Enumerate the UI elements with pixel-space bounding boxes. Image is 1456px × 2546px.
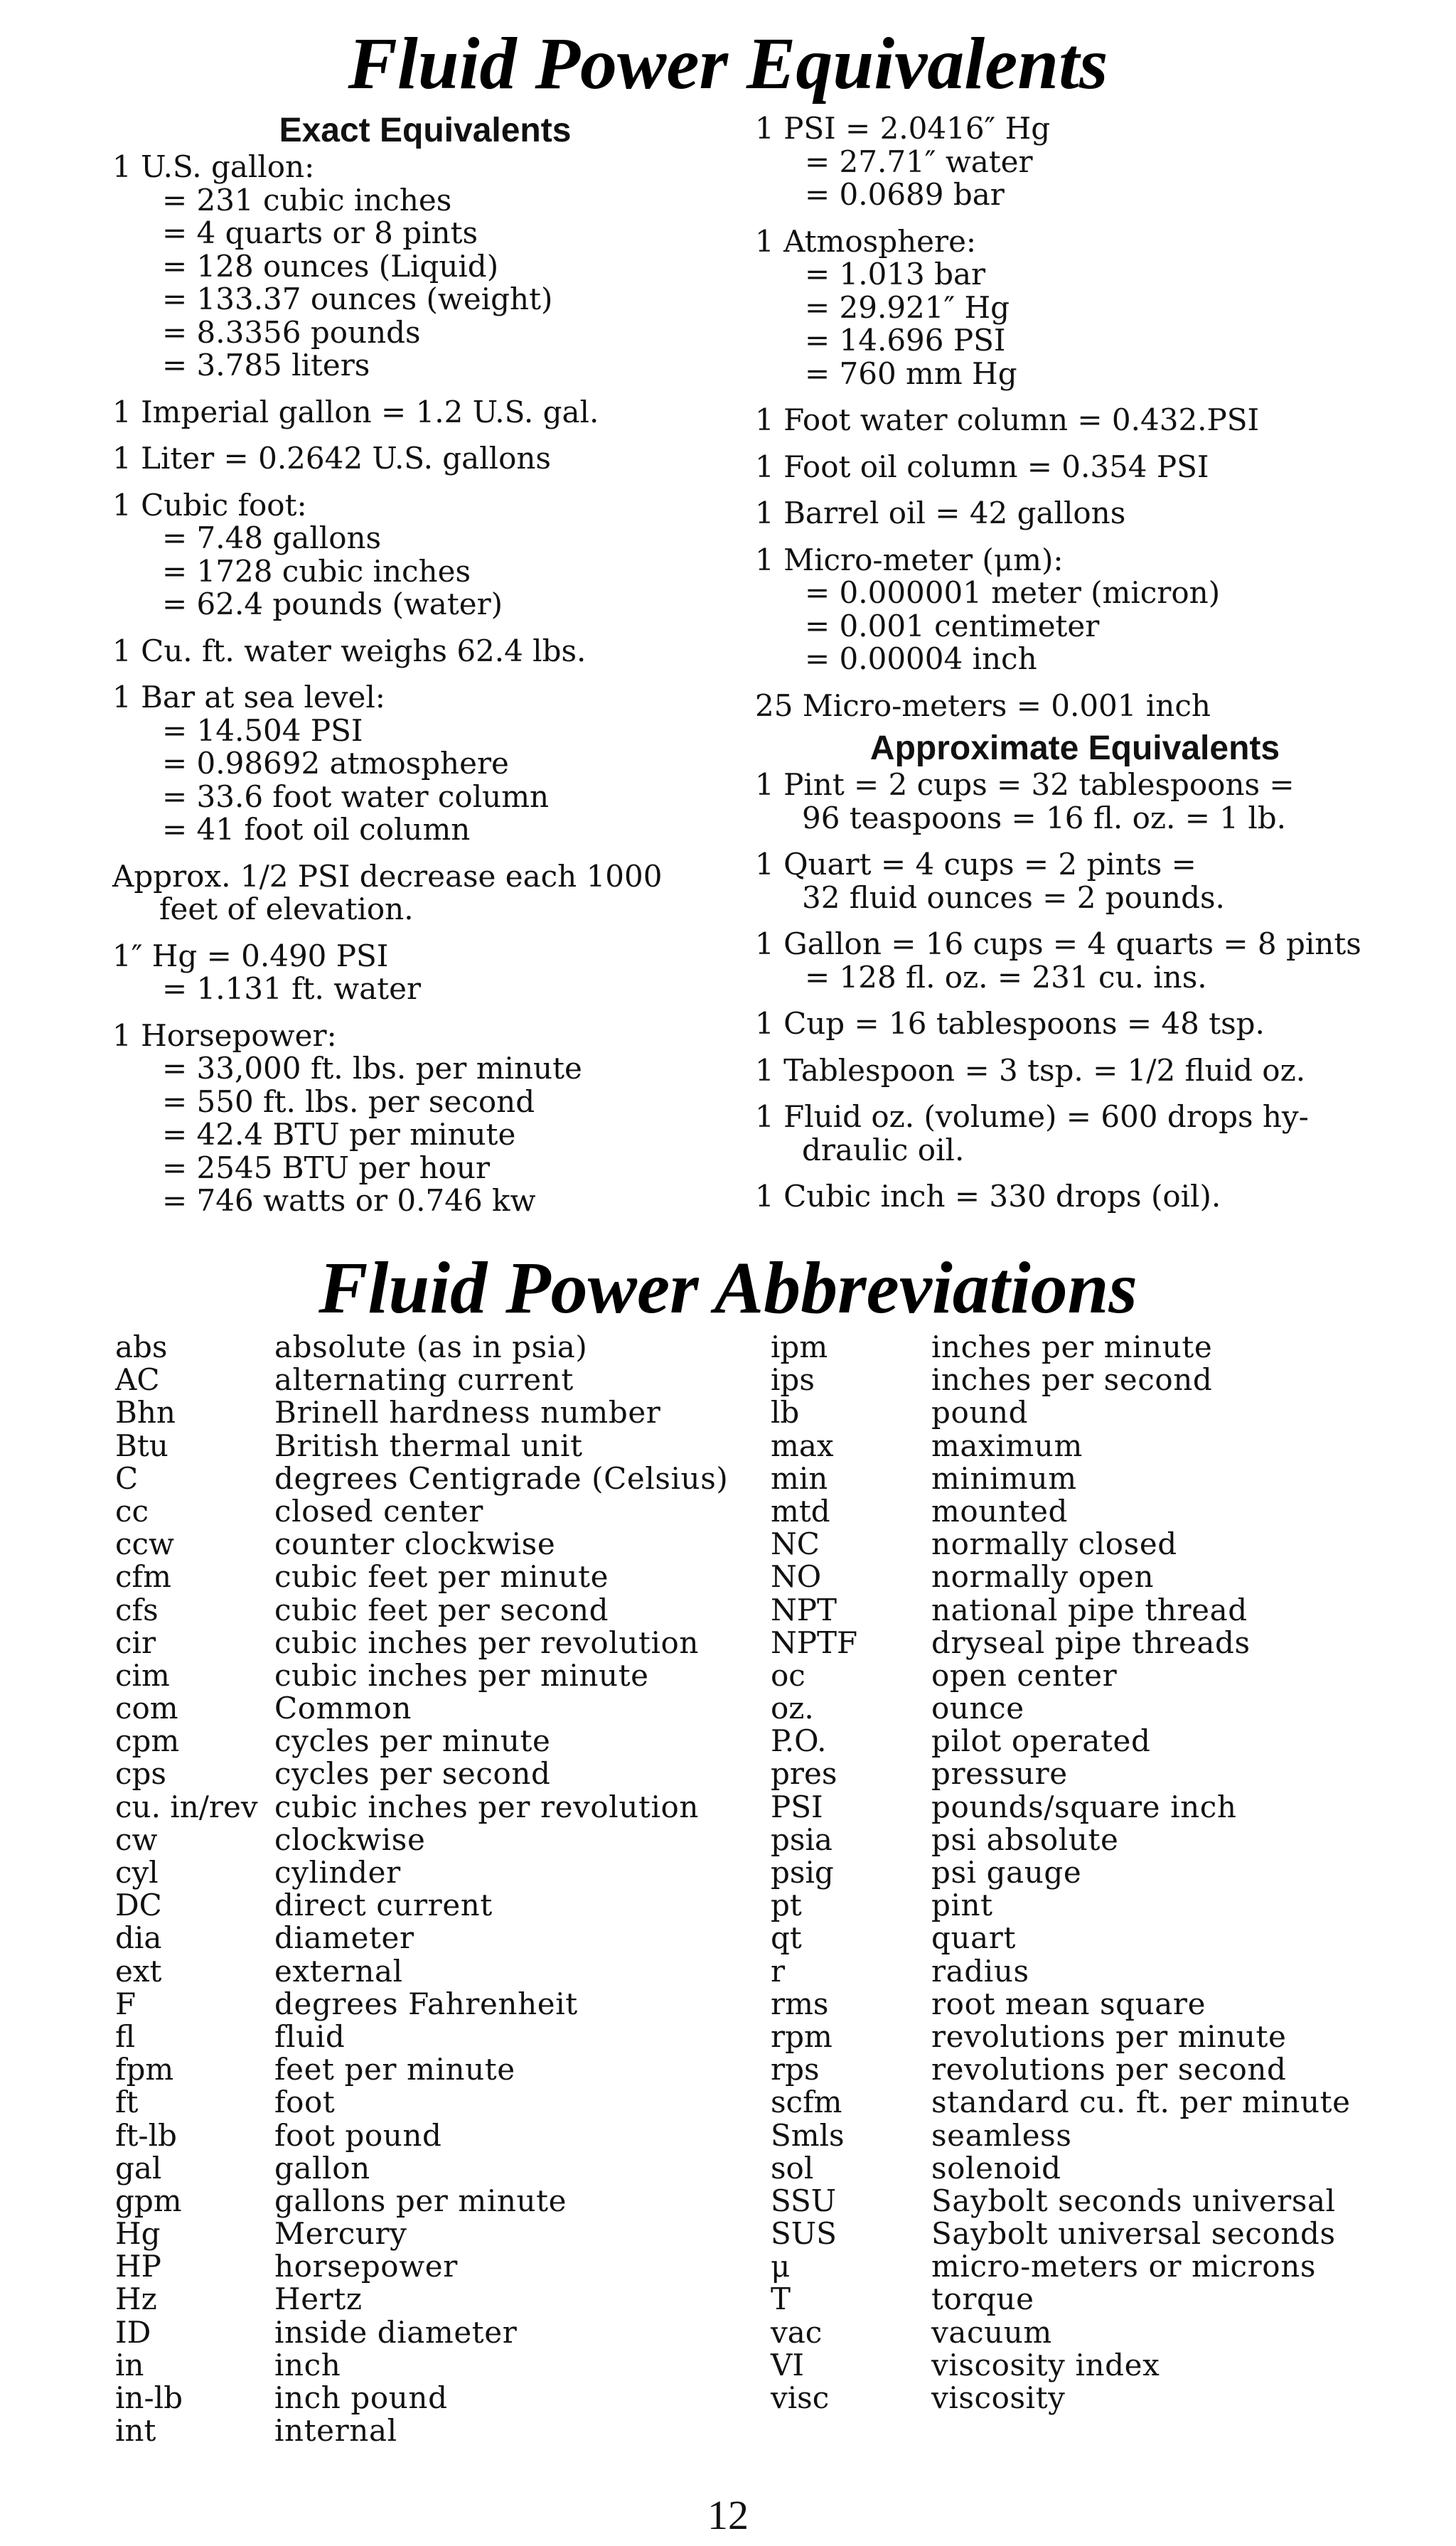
abbreviation-row: [771, 1430, 1410, 1462]
abbreviation-meaning: foot: [274, 2085, 336, 2120]
abbreviation-term: in: [115, 2347, 144, 2382]
abbreviation-meaning: viscosity: [931, 2380, 1066, 2415]
abbreviation-row: [115, 2283, 755, 2316]
abbreviation-term: cfm: [115, 1559, 171, 1595]
abbreviation-row: [771, 1364, 1410, 1396]
exact-equivalents-right-column: [755, 112, 1395, 1227]
abbreviation-row: [771, 1561, 1410, 1593]
abbreviation-term: pt: [771, 1888, 802, 1923]
abbreviation-term: pres: [771, 1756, 837, 1792]
abbreviation-row: [771, 1725, 1410, 1758]
abbreviation-row: [115, 2316, 755, 2349]
abbreviation-row: [115, 1922, 755, 1954]
abbreviation-term: cpm: [115, 1723, 180, 1759]
abbreviation-meaning: dryseal pipe threads: [931, 1625, 1251, 1660]
equivalent-entry-line: = 42.4 BTU per minute: [162, 1117, 516, 1152]
abbreviation-meaning: pint: [931, 1888, 993, 1923]
equivalent-entry-head: 1 Fluid oz. (volume) = 600 drops hy-: [755, 1099, 1309, 1134]
abbreviation-term: ext: [115, 1953, 162, 1989]
abbreviation-term: NPT: [771, 1592, 837, 1627]
abbreviation-term: PSI: [771, 1789, 823, 1824]
abbreviation-term: ipm: [771, 1330, 828, 1364]
abbreviation-term: vac: [771, 2314, 823, 2350]
abbreviation-row: [771, 1594, 1410, 1627]
abbreviation-meaning: psi absolute: [931, 1822, 1119, 1857]
equivalent-entry-line: 96 teaspoons = 16 fl. oz. = 1 lb.: [802, 800, 1286, 835]
abbreviation-row: [771, 2152, 1410, 2185]
equivalent-entry-line: = 746 watts or 0.746 kw: [162, 1183, 536, 1218]
abbreviation-row: [115, 2152, 755, 2185]
equivalent-entry-head: 1 Foot oil column = 0.354 PSI: [755, 449, 1209, 484]
abbreviation-row: [771, 2283, 1410, 2316]
abbreviation-row: [771, 2316, 1410, 2349]
abbreviation-term: in-lb: [115, 2380, 183, 2415]
abbreviation-meaning: maximum: [931, 1428, 1083, 1463]
abbreviation-term: Bhn: [115, 1395, 176, 1430]
equivalent-entry-line: = 33.6 foot water column: [162, 779, 550, 814]
equivalent-entry-head: 1 PSI = 2.0416″ Hg: [755, 111, 1051, 146]
abbreviation-term: psig: [771, 1855, 834, 1890]
equivalent-entry-line: = 760 mm Hg: [805, 355, 1017, 391]
equivalent-entry-line: = 128 ounces (Liquid): [162, 248, 499, 284]
equivalent-entry-line: draulic oil.: [802, 1132, 965, 1167]
abbreviation-meaning: cycles per minute: [274, 1723, 551, 1759]
abbreviation-term: rps: [771, 2052, 820, 2087]
abbreviation-term: T: [771, 2282, 791, 2317]
abbreviation-row: [771, 2119, 1410, 2152]
equivalent-entry-line: = 1.013 bar: [805, 257, 986, 291]
abbreviation-meaning: micro-meters or microns: [931, 2249, 1316, 2284]
equivalent-entry-head: 1 Gallon = 16 cups = 4 quarts = 8 pints: [755, 926, 1361, 961]
abbreviation-term: Btu: [115, 1428, 168, 1463]
equivalent-entry-line: = 4 quarts or 8 pints: [162, 215, 478, 250]
equivalent-entry-line: = 14.696 PSI: [805, 323, 1006, 358]
abbreviations-left-column: [115, 1331, 755, 2447]
abbreviation-term: F: [115, 1986, 136, 2021]
abbreviation-row: [115, 1396, 755, 1429]
equivalent-entry-line: = 62.4 pounds (water): [162, 587, 503, 621]
abbreviation-meaning: counter clockwise: [274, 1526, 556, 1562]
abbreviation-meaning: normally open: [931, 1559, 1155, 1595]
abbreviation-meaning: solenoid: [931, 2150, 1061, 2186]
abbreviation-term: min: [771, 1460, 828, 1496]
abbreviation-row: [115, 2382, 755, 2414]
abbreviation-term: AC: [115, 1362, 160, 1398]
equivalent-entry: [755, 404, 1395, 437]
equivalent-entry-line: = 3.785 liters: [162, 348, 370, 383]
abbreviation-row: [115, 2119, 755, 2152]
abbreviation-row: [771, 2349, 1410, 2382]
abbreviation-term: max: [771, 1428, 834, 1463]
exact-equivalents-right-list: [755, 112, 1395, 722]
abbreviation-term: NC: [771, 1526, 820, 1562]
abbreviation-meaning: absolute (as in psia): [274, 1330, 588, 1364]
abbreviation-row: [115, 1659, 755, 1692]
abbreviation-row: [771, 1824, 1410, 1856]
abbreviation-term: cps: [115, 1756, 166, 1792]
abbreviation-row: [771, 1495, 1410, 1528]
abbreviations-right-column: [771, 1331, 1410, 2414]
abbreviation-term: rpm: [771, 2018, 833, 2054]
equivalent-entry-head: 1 Liter = 0.2642 U.S. gallons: [112, 441, 551, 476]
abbreviation-meaning: degrees Fahrenheit: [274, 1986, 578, 2021]
approximate-equivalents-heading: Approximate Equivalents: [869, 729, 1280, 767]
abbreviation-row: [771, 2250, 1410, 2283]
abbreviation-term: r: [771, 1953, 786, 1989]
equivalent-entry: [755, 497, 1395, 530]
equivalent-entry-line: = 8.3356 pounds: [162, 314, 421, 350]
abbreviation-row: [771, 1692, 1410, 1725]
abbreviation-term: int: [115, 2413, 156, 2449]
equivalent-entry-line: = 27.71″ water: [805, 144, 1033, 179]
abbreviation-row: [115, 1430, 755, 1462]
abbreviation-meaning: torque: [931, 2282, 1034, 2317]
abbreviation-term: dia: [115, 1920, 162, 1956]
abbreviation-meaning: gallon: [274, 2150, 370, 2186]
abbreviation-row: [771, 1955, 1410, 1988]
abbreviation-term: oc: [771, 1657, 805, 1693]
equivalent-entry: [755, 1007, 1395, 1041]
equivalent-entry-head: 25 Micro-meters = 0.001 inch: [755, 688, 1211, 723]
equivalent-entry-line: = 14.504 PSI: [162, 712, 363, 748]
abbreviation-row: [771, 1791, 1410, 1824]
equivalent-entry: [755, 451, 1395, 484]
abbreviation-row: [115, 1856, 755, 1889]
abbreviation-row: [115, 2250, 755, 2283]
abbreviation-meaning: pilot operated: [931, 1723, 1151, 1759]
abbreviation-row: [115, 2018, 755, 2054]
equivalent-entry: [112, 860, 738, 926]
abbreviation-row: [115, 1692, 755, 1725]
equivalent-entry-head: 1″ Hg = 0.490 PSI: [112, 938, 389, 973]
abbreviation-meaning: cylinder: [274, 1855, 401, 1890]
abbreviation-meaning: cubic inches per minute: [274, 1657, 649, 1693]
abbreviation-term: psia: [771, 1822, 833, 1857]
abbreviation-row: [115, 2086, 755, 2119]
abbreviation-row: [771, 2053, 1410, 2086]
exact-equivalents-left-list: [112, 151, 738, 1218]
abbreviation-term: abs: [115, 1330, 168, 1364]
equivalent-entry: [755, 848, 1395, 914]
abbreviation-row: [115, 1988, 755, 2021]
abbreviation-meaning: cycles per second: [274, 1756, 551, 1792]
abbreviation-meaning: radius: [931, 1953, 1029, 1989]
abbreviation-meaning: pounds/square inch: [931, 1789, 1237, 1824]
abbreviation-term: SSU: [771, 2183, 837, 2218]
equivalent-entry-head: Approx. 1/2 PSI decrease each 1000: [112, 858, 663, 894]
equivalents-title: Fluid Power Equivalents: [348, 23, 1108, 105]
abbreviation-meaning: degrees Centigrade (Celsius): [274, 1460, 729, 1496]
abbreviations-title: Fluid Power Abbreviations: [318, 1247, 1138, 1329]
abbreviation-meaning: Brinell hardness number: [274, 1395, 661, 1430]
abbreviation-meaning: pound: [931, 1395, 1029, 1430]
abbreviation-row: [771, 1758, 1410, 1790]
abbreviation-meaning: open center: [931, 1657, 1118, 1693]
abbreviation-term: cfs: [115, 1592, 159, 1627]
equivalent-entry-line: = 0.000001 meter (micron): [805, 575, 1221, 610]
exact-equivalents-heading: Exact Equivalents: [279, 112, 572, 149]
equivalent-entry: [755, 1101, 1395, 1167]
abbreviation-term: ft-lb: [115, 2117, 177, 2153]
page-number: 12: [707, 2492, 749, 2538]
abbreviation-meaning: national pipe thread: [931, 1592, 1248, 1627]
equivalent-entry-line: = 33,000 ft. lbs. per minute: [162, 1051, 582, 1086]
abbreviation-meaning: fluid: [274, 2018, 346, 2054]
abbreviation-row: [771, 2185, 1410, 2218]
abbreviation-row: [771, 1856, 1410, 1889]
equivalent-entry-head: 1 Barrel oil = 42 gallons: [755, 496, 1126, 530]
equivalent-entry: [112, 681, 738, 847]
abbreviation-meaning: British thermal unit: [274, 1428, 583, 1463]
abbreviation-term: cir: [115, 1625, 156, 1660]
abbreviation-meaning: revolutions per second: [931, 2052, 1287, 2087]
equivalent-entry-head: 1 Cubic foot:: [112, 487, 307, 523]
abbreviation-meaning: psi gauge: [931, 1855, 1082, 1890]
abbreviation-meaning: seamless: [931, 2117, 1072, 2153]
abbreviation-row: [115, 2414, 755, 2447]
abbreviation-meaning: cubic inches per revolution: [274, 1625, 700, 1660]
abbreviation-row: [115, 1955, 755, 1988]
abbreviation-term: DC: [115, 1888, 162, 1923]
abbreviation-term: HP: [115, 2249, 161, 2284]
abbreviation-meaning: minimum: [931, 1460, 1077, 1496]
equivalent-entry-line: = 2545 BTU per hour: [162, 1150, 491, 1185]
abbreviation-meaning: alternating current: [274, 1362, 574, 1398]
abbreviation-meaning: revolutions per minute: [931, 2018, 1287, 2054]
abbreviation-term: sol: [771, 2150, 814, 2186]
abbreviation-meaning: external: [274, 1953, 403, 1989]
abbreviation-meaning: viscosity index: [931, 2347, 1160, 2382]
equivalent-entry-head: 1 Imperial gallon = 1.2 U.S. gal.: [112, 394, 599, 429]
abbreviation-term: cu. in/rev: [115, 1789, 258, 1824]
abbreviation-row: [115, 2185, 755, 2218]
abbreviation-row: [771, 1659, 1410, 1692]
equivalent-entry: [755, 544, 1395, 676]
equivalent-entry: [755, 690, 1395, 723]
abbreviation-meaning: horsepower: [274, 2249, 458, 2284]
abbreviation-term: mtd: [771, 1493, 830, 1529]
equivalent-entry: [112, 396, 738, 429]
abbreviation-row: [115, 1824, 755, 1856]
equivalent-entry-head: 1 Horsepower:: [112, 1017, 337, 1053]
equivalent-entry: [755, 928, 1395, 994]
abbreviation-term: Hz: [115, 2282, 157, 2317]
equivalent-entry: [755, 112, 1395, 212]
abbreviation-row: [771, 2382, 1410, 2414]
equivalent-entry: [112, 151, 738, 383]
abbreviation-row: [771, 1462, 1410, 1495]
abbreviation-term: Smls: [771, 2117, 845, 2153]
abbreviation-term: visc: [771, 2380, 830, 2415]
equivalent-entry-head: 1 U.S. gallon:: [112, 149, 315, 184]
abbreviation-row: [115, 1495, 755, 1528]
abbreviation-meaning: Saybolt seconds universal: [931, 2183, 1336, 2218]
abbreviation-term: cw: [115, 1822, 158, 1857]
abbreviation-meaning: normally closed: [931, 1526, 1177, 1562]
equivalent-entry-line: = 128 fl. oz. = 231 cu. ins.: [805, 959, 1207, 995]
abbreviation-term: SUS: [771, 2216, 837, 2252]
abbreviation-row: [771, 1331, 1410, 1364]
equivalent-entry-line: = 1728 cubic inches: [162, 553, 471, 589]
equivalent-entry: [112, 442, 738, 476]
abbreviation-term: ft: [115, 2085, 139, 2120]
equivalent-entry: [112, 489, 738, 621]
abbreviation-term: fpm: [115, 2052, 174, 2087]
equivalent-entry-line: 32 fluid ounces = 2 pounds.: [802, 879, 1225, 915]
abbreviation-meaning: closed center: [274, 1493, 483, 1529]
abbreviation-row: [115, 1627, 755, 1659]
equivalent-entry-head: 1 Foot water column = 0.432.PSI: [755, 402, 1260, 437]
equivalent-entry: [755, 1054, 1395, 1088]
abbreviation-meaning: feet per minute: [274, 2052, 515, 2087]
equivalent-entry-head: 1 Quart = 4 cups = 2 pints =: [755, 847, 1197, 882]
abbreviation-row: [771, 1988, 1410, 2021]
abbreviation-term: scfm: [771, 2085, 842, 2120]
abbreviation-row: [115, 1594, 755, 1627]
abbreviation-row: [115, 1889, 755, 1922]
equivalent-entry-head: 1 Cubic inch = 330 drops (oil).: [755, 1179, 1221, 1214]
abbreviation-row: [771, 2018, 1410, 2054]
equivalent-entry-line: = 133.37 ounces (weight): [162, 282, 553, 316]
abbreviation-row: [115, 1331, 755, 1364]
equivalent-entry-line: feet of elevation.: [159, 892, 414, 926]
abbreviation-meaning: Saybolt universal seconds: [931, 2216, 1336, 2252]
equivalent-entry-head: 1 Cu. ft. water weighs 62.4 lbs.: [112, 633, 587, 668]
abbreviation-row: [115, 1561, 755, 1593]
abbreviation-term: qt: [771, 1920, 802, 1956]
equivalent-entry-head: 1 Tablespoon = 3 tsp. = 1/2 fluid oz.: [755, 1052, 1306, 1088]
abbreviation-meaning: cubic feet per second: [274, 1592, 609, 1627]
abbreviation-term: fl: [115, 2018, 136, 2054]
abbreviation-meaning: mounted: [931, 1493, 1069, 1529]
equivalent-entry-line: = 0.0689 bar: [805, 177, 1005, 212]
equivalent-entry-line: = 1.131 ft. water: [162, 971, 422, 1006]
equivalent-entry-head: 1 Pint = 2 cups = 32 tablespoons =: [755, 767, 1295, 802]
abbreviation-meaning: Hertz: [274, 2282, 363, 2317]
abbreviation-meaning: inside diameter: [274, 2314, 518, 2350]
abbreviation-meaning: foot pound: [274, 2117, 442, 2153]
abbreviation-meaning: Common: [274, 1691, 412, 1726]
abbreviation-meaning: clockwise: [274, 1822, 426, 1857]
abbreviation-row: [771, 1889, 1410, 1922]
abbreviation-meaning: standard cu. ft. per minute: [931, 2085, 1351, 2120]
equivalent-entry-line: = 0.00004 inch: [805, 641, 1037, 676]
equivalent-entry-line: = 231 cubic inches: [162, 182, 452, 218]
abbreviation-term: VI: [771, 2347, 804, 2382]
abbreviation-term: cc: [115, 1493, 149, 1529]
abbreviation-row: [115, 2053, 755, 2086]
abbreviation-term: oz.: [771, 1691, 814, 1726]
equivalent-entry-head: 1 Cup = 16 tablespoons = 48 tsp.: [755, 1006, 1265, 1041]
abbreviation-term: ccw: [115, 1526, 174, 1562]
abbreviation-term: lb: [771, 1395, 800, 1430]
abbreviation-row: [771, 1922, 1410, 1954]
equivalent-entry-head: 1 Bar at sea level:: [112, 680, 385, 715]
abbreviation-term: cyl: [115, 1855, 159, 1890]
abbreviation-row: [771, 1528, 1410, 1561]
abbreviation-term: C: [115, 1460, 139, 1496]
abbreviation-row: [115, 1758, 755, 1790]
equivalent-entry-line: = 0.001 centimeter: [805, 608, 1100, 643]
abbreviation-term: rms: [771, 1986, 829, 2021]
equivalent-entry: [755, 769, 1395, 835]
abbreviation-row: [771, 1627, 1410, 1659]
equivalent-entry-line: = 550 ft. lbs. per second: [162, 1084, 535, 1119]
abbreviation-meaning: cubic inches per revolution: [274, 1789, 700, 1824]
abbreviation-term: ips: [771, 1362, 815, 1398]
abbreviation-row: [771, 2086, 1410, 2119]
equivalent-entry: [112, 940, 738, 1006]
abbreviation-meaning: root mean square: [931, 1986, 1206, 2021]
abbreviation-meaning: inch pound: [274, 2380, 448, 2415]
abbreviation-row: [115, 1462, 755, 1495]
abbreviation-meaning: inch: [274, 2347, 341, 2382]
abbreviation-row: [115, 2349, 755, 2382]
exact-equivalents-left-column: [112, 114, 738, 1231]
abbreviation-term: NPTF: [771, 1625, 858, 1660]
equivalent-entry: [112, 1017, 738, 1218]
abbreviation-row: [115, 2218, 755, 2250]
abbreviation-row: [115, 1528, 755, 1561]
abbreviation-term: com: [115, 1691, 178, 1726]
abbreviation-row: [115, 1364, 755, 1396]
equivalent-entry-line: = 29.921″ Hg: [805, 289, 1010, 325]
abbreviation-meaning: internal: [274, 2413, 397, 2449]
abbreviation-term: ID: [115, 2314, 151, 2350]
abbreviation-term: μ: [771, 2249, 791, 2284]
equivalent-entry: [755, 1180, 1395, 1214]
abbreviation-meaning: quart: [931, 1920, 1016, 1956]
abbreviation-term: Hg: [115, 2216, 161, 2252]
equivalent-entry-line: = 7.48 gallons: [162, 520, 382, 555]
abbreviation-meaning: cubic feet per minute: [274, 1559, 609, 1595]
equivalent-entry-line: = 41 foot oil column: [162, 812, 471, 847]
abbreviation-term: gal: [115, 2150, 162, 2186]
equivalent-entry-head: 1 Atmosphere:: [755, 223, 977, 259]
approximate-equivalents-list: [755, 769, 1395, 1214]
abbreviation-term: cim: [115, 1657, 170, 1693]
abbreviation-meaning: Mercury: [274, 2216, 407, 2252]
abbreviation-meaning: direct current: [274, 1888, 493, 1923]
abbreviation-meaning: pressure: [931, 1756, 1068, 1792]
abbreviation-meaning: gallons per minute: [274, 2183, 567, 2218]
abbreviation-term: gpm: [115, 2183, 182, 2218]
abbreviation-meaning: ounce: [931, 1691, 1024, 1726]
equivalent-entry-head: 1 Micro-meter (μm):: [755, 542, 1064, 577]
abbreviation-row: [115, 1725, 755, 1758]
abbreviation-meaning: diameter: [274, 1920, 414, 1956]
abbreviation-row: [115, 1791, 755, 1824]
abbreviation-row: [771, 2218, 1410, 2250]
abbreviation-row: [771, 1396, 1410, 1429]
equivalent-entry: [112, 635, 738, 668]
abbreviation-term: P.O.: [771, 1723, 827, 1759]
abbreviation-meaning: inches per second: [931, 1362, 1213, 1398]
equivalent-entry: [755, 225, 1395, 391]
equivalent-entry-line: = 0.98692 atmosphere: [162, 746, 509, 781]
abbreviation-term: NO: [771, 1559, 822, 1595]
abbreviation-meaning: vacuum: [931, 2314, 1052, 2350]
abbreviation-meaning: inches per minute: [931, 1330, 1213, 1364]
